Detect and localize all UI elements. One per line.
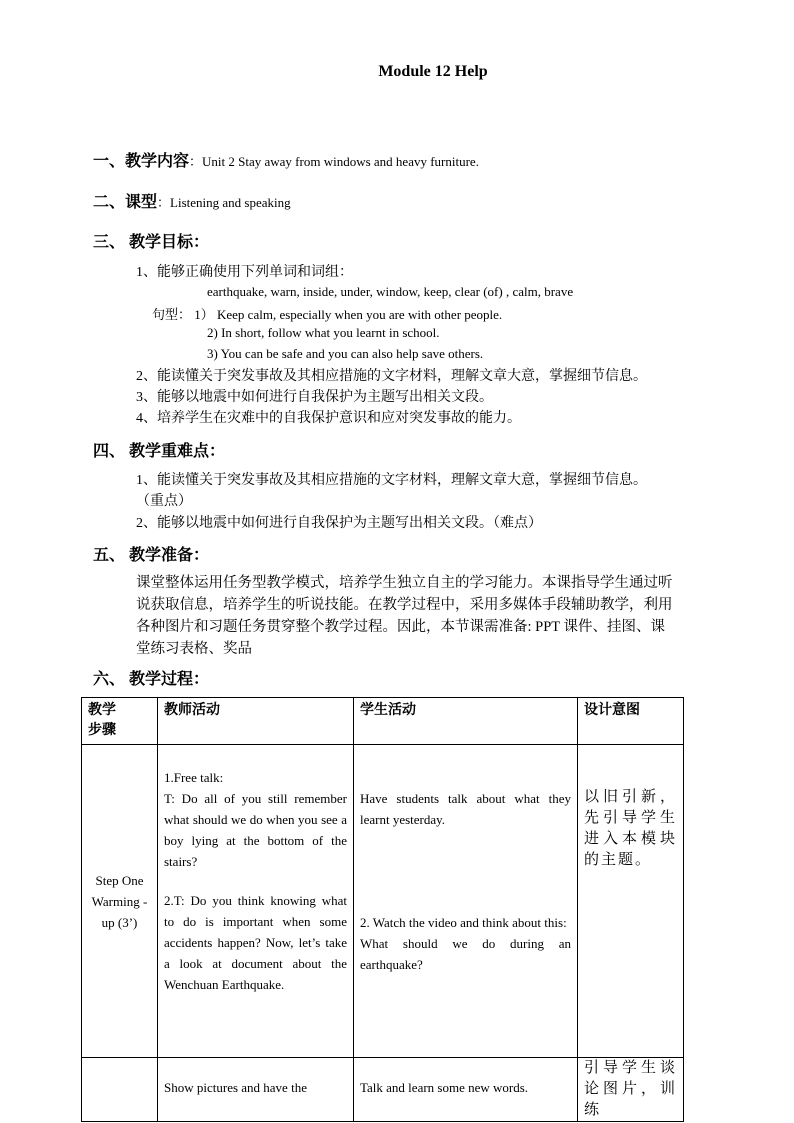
preparation-line: 各种图片和习题任务贯穿整个教学过程。因此，本节课需准备: PPT 课件、挂图、课 [136,619,665,635]
student-activity-cell [354,745,578,1058]
preparation-paragraph [136,572,726,660]
objective-4: 4、培养学生在灾难中的自我保护意识和应对突发事故的能力。 [136,411,521,426]
section-objectives-heading [93,229,209,252]
teacher-activity-cell [158,1058,354,1122]
header-teacher-activity: 教师活动 [158,698,354,745]
step-cell [82,1058,158,1122]
design-intent-cell [578,745,684,1058]
section-teaching-content [93,148,479,171]
step-label: Step One Warming -up (3’) [91,872,148,930]
vocabulary-list: earthquake, warn, inside, under, window, keep, clear (of) , calm, brave [207,284,574,299]
section-label: 三、 教学目标： [93,234,210,251]
teacher-activity-2: 2.T: Do you think knowing what to do is important when some accidents happen? Now, let’s take a look at document about the Wenchuan Earthquake. [164,893,347,992]
preparation-line: 堂练习表格、奖品 [136,641,252,657]
design-intent: 引导学生谈论图片，训练 [584,1060,677,1118]
table-row [82,745,684,1058]
sentence-pattern-2: 2) In short, follow what you learnt in school. [207,325,440,340]
section-colon: ： [189,154,203,169]
key-point-2: 2、能够以地震中如何进行自我保护为主题写出相关文段。（难点） [136,516,542,531]
sentence-pattern-1: 句型： 1） Keep calm, especially when you are with other people. [152,307,503,322]
section-label: 五、 教学准备： [93,547,210,564]
teacher-activity: Show pictures and have the [164,1080,307,1095]
student-activity-2: 2. Watch the video and think about this: What should we do during an earthquake? [360,915,571,972]
section-process-heading [93,666,209,689]
header-step: 教学 步骤 [82,698,158,745]
design-intent-cell [578,1058,684,1122]
section-key-points-heading [93,438,225,461]
table-header-row [82,698,684,745]
student-activity: Talk and learn some new words. [360,1080,529,1095]
section-colon: ： [157,195,171,210]
section-label: 一、教学内容 [93,153,190,170]
section-label: 四、 教学重难点： [93,443,226,460]
objective-1: 1、能够正确使用下列单词和词组： [136,265,353,280]
table-row [82,1058,684,1122]
design-intent-1: 以旧引新，先引导学生进入本模块的主题。 [584,789,677,868]
section-preparation-heading [93,542,209,565]
student-activity-cell [354,1058,578,1122]
step-cell [82,745,158,1058]
sentence-pattern-3: 3) You can be safe and you can also help save others. [207,346,484,361]
preparation-line: 课堂整体运用任务型教学模式，培养学生独立自主的学习能力。本课指导学生通过听 [136,575,673,591]
section-label: 二、课型 [93,194,158,211]
header-design-intent: 设计意图 [578,698,684,745]
process-table [81,697,684,1122]
key-point-1-tag: （重点） [136,494,192,509]
objective-3: 3、能够以地震中如何进行自我保护为主题写出相关文段。 [136,390,493,405]
page-title: Module 12 Help [378,63,488,80]
teacher-activity-cell [158,745,354,1058]
section-label: 六、 教学过程： [93,671,210,688]
section-content: Listening and speaking [170,195,291,210]
key-point-1: 1、能读懂关于突发事故及其相应措施的文字材料，理解文章大意，掌握细节信息。 [136,473,647,488]
header-student-activity: 学生活动 [354,698,578,745]
section-content: Unit 2 Stay away from windows and heavy furniture. [202,154,479,169]
teacher-activity-1: 1.Free talk: T: Do all of you still remember what should we do when you see a boy lying at the bottom of the stairs? [164,770,347,869]
section-lesson-type [93,189,291,212]
student-activity-1: Have students talk about what they learnt yesterday. [360,791,571,827]
preparation-line: 说获取信息，培养学生的听说技能。在教学过程中，采用多媒体手段辅助教学，利用 [136,597,673,613]
objective-2: 2、能读懂关于突发事故及其相应措施的文字材料，理解文章大意，掌握细节信息。 [136,369,647,384]
